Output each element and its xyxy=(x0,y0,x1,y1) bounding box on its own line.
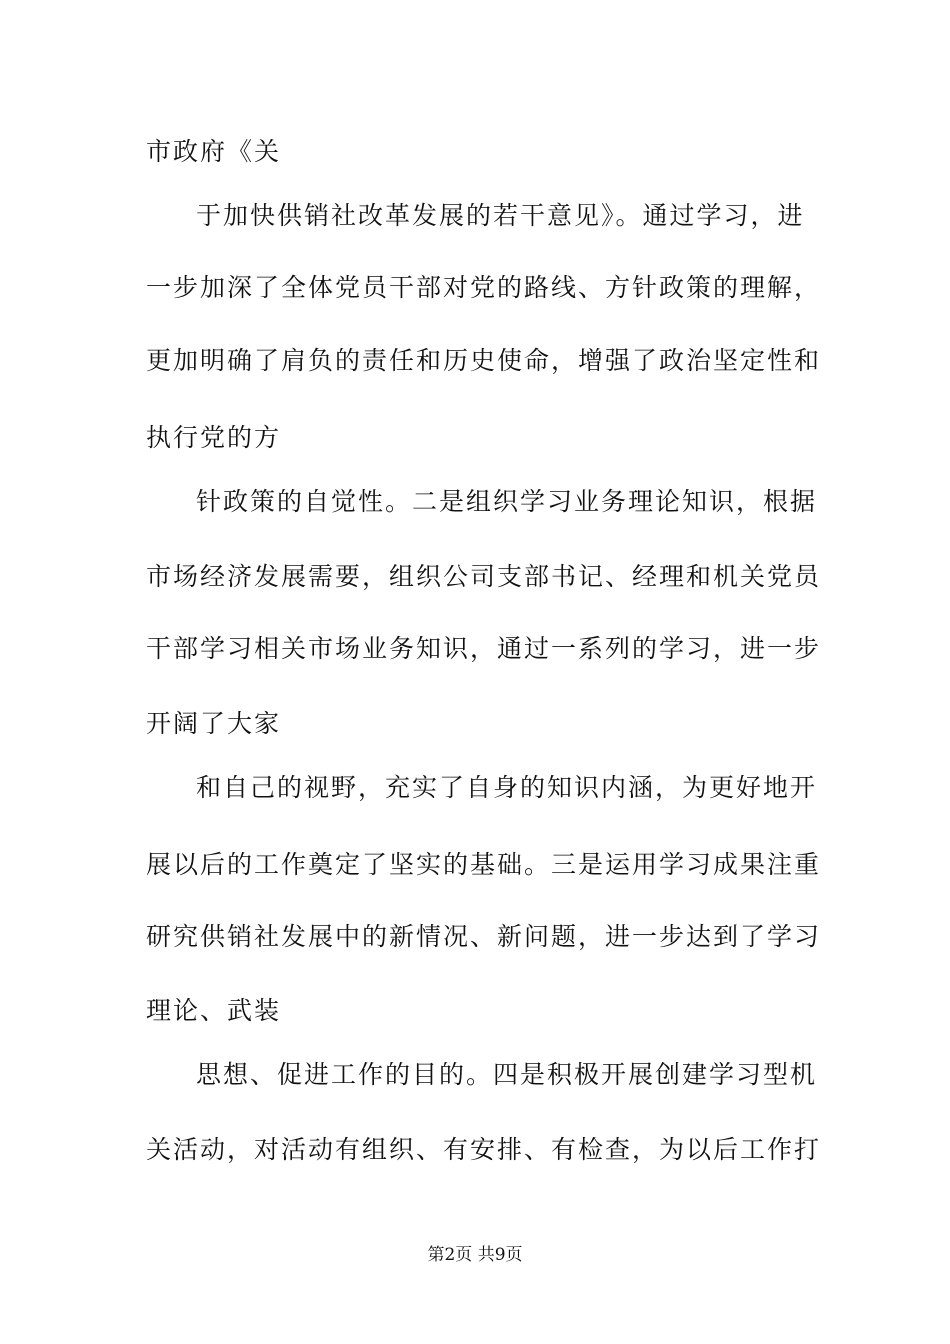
text-line-content: 展以后的工作奠定了坚实的基础。三是运用学习成果注重 xyxy=(146,850,822,879)
text-line xyxy=(0,768,950,808)
text-line-content: 更加明确了肩负的责任和历史使命，增强了政治坚定性和 xyxy=(146,346,822,375)
text-line-content: 研究供销社发展中的新情况、新问题，进一步达到了学习 xyxy=(146,922,822,951)
text-line-content: 理论、武装 xyxy=(146,996,282,1025)
text-line-content: 执行党的方 xyxy=(146,423,282,452)
text-line-content: 于加快供销社改革发展的若干意见》。通过学习，进 xyxy=(196,201,805,230)
text-line xyxy=(0,196,950,236)
text-line xyxy=(0,1055,950,1095)
text-line-content: 和自己的视野，充实了自身的知识内涵，为更好地开 xyxy=(196,773,818,802)
text-line xyxy=(0,482,950,522)
text-line xyxy=(0,418,950,458)
text-line xyxy=(0,132,950,172)
text-line xyxy=(0,629,950,669)
text-line xyxy=(0,1130,950,1170)
text-line xyxy=(0,557,950,597)
text-line xyxy=(0,917,950,957)
text-line-content: 开阔了大家 xyxy=(146,709,282,738)
text-line-content: 针政策的自觉性。二是组织学习业务理论知识，根据 xyxy=(196,487,818,516)
text-line-content: 市场经济发展需要，组织公司支部书记、经理和机关党员 xyxy=(146,562,822,591)
text-line xyxy=(0,991,950,1031)
text-line xyxy=(0,845,950,885)
text-line-content: 一步加深了全体党员干部对党的路线、方针政策的理解， xyxy=(146,273,822,302)
text-line-content: 思想、促进工作的目的。四是积极开展创建学习型机 xyxy=(196,1060,818,1089)
text-line-content: 关活动，对活动有组织、有安排、有检查，为以后工作打 xyxy=(146,1135,822,1164)
text-line xyxy=(0,704,950,744)
text-line-content: 干部学习相关市场业务知识，通过一系列的学习，进一步 xyxy=(146,634,822,663)
text-line xyxy=(0,268,950,308)
text-line xyxy=(0,341,950,381)
page-number-footer: 第2页 共9页 xyxy=(427,1245,523,1265)
text-line-content: 市政府《关 xyxy=(146,137,282,166)
